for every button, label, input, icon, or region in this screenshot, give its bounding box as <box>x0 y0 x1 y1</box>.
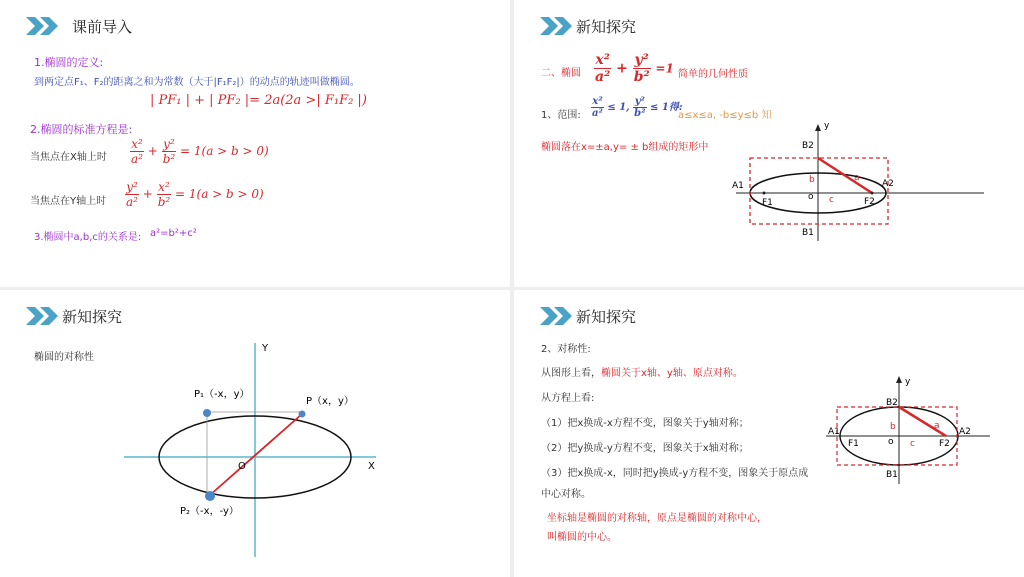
ellipse-diagram <box>824 376 994 486</box>
y-focus-label: 当焦点在Y轴上时 <box>30 196 107 207</box>
b2-label: B2 <box>802 141 814 151</box>
b1-label: B1 <box>802 228 814 238</box>
slide-symmetry-graph[interactable] <box>0 290 510 577</box>
range-inequality: $\frac{\text{x²}}{\text{a²}}$ ≤ 1, $\frac{\text{y²}}{\text{b²}}$ ≤ 1得: <box>592 96 683 119</box>
x-focus-equation: $\frac{\text{x²}}{\text{a²}}$ + $\frac{\text{y²}}{\text{b²}}$ = 1(a > b > 0) <box>131 137 269 166</box>
property-heading: 二、椭圆 <box>541 68 581 79</box>
item-3-line-2: 中心对称。 <box>541 489 591 500</box>
c-label: c <box>910 439 915 449</box>
a1-label: A1 <box>828 427 840 437</box>
c-label: c <box>829 195 834 205</box>
y-axis-label: y <box>824 121 830 131</box>
origin-label: o <box>888 437 894 447</box>
definition-text: 到两定点F₁、F₂的距离之和为常数（大于|F₁F₂|）的动点的轨迹叫做椭圆。 <box>34 77 360 88</box>
f2-label: F2 <box>939 439 950 449</box>
y-axis-label: Y <box>262 343 269 354</box>
property-equation: $\frac{\text{x²}}{\text{a²}}$ + $\frac{\text{y²}}{\text{b²}}$ =1 <box>595 52 674 85</box>
range-result: a≤x≤a, -b≤y≤b 知 <box>678 110 772 121</box>
x-axis-label: X <box>368 461 375 472</box>
a-label: a <box>934 421 940 431</box>
b-label: b <box>890 422 896 432</box>
chevron-icon <box>540 17 580 35</box>
p1-label: P₁（-x，y） <box>194 389 250 400</box>
a2-label: A2 <box>882 179 894 189</box>
a1-label: A1 <box>732 181 744 191</box>
item-1: （1）把x换成-x方程不变，图象关于y轴对称； <box>541 418 749 429</box>
a-label: a <box>854 173 860 183</box>
range-label: 1、范围: <box>541 110 581 121</box>
property-suffix: 简单的几何性质 <box>678 69 748 80</box>
slide-title: 新知探究 <box>62 308 123 326</box>
from-equation-label: 从方程上看: <box>541 393 595 404</box>
standard-equation-heading: 2.椭圆的标准方程是: <box>30 123 133 136</box>
definition-formula: | PF₁ | + | PF₂ |= 2a(2a >| F₁F₂ |) <box>150 93 367 108</box>
slide-title: 新知探究 <box>576 308 637 326</box>
slide-title: 课前导入 <box>72 18 133 36</box>
f2-label: F2 <box>864 197 875 207</box>
chevron-icon <box>26 307 66 325</box>
chevron-icon <box>540 307 580 325</box>
y-axis-label: y <box>905 377 911 387</box>
f1-label: F1 <box>762 198 773 208</box>
abc-relation-formula: a²=b²+c² <box>150 228 197 239</box>
item-2: （2）把y换成-y方程不变，图象关于x轴对称； <box>541 443 749 454</box>
a2-label: A2 <box>959 427 971 437</box>
f1-label: F1 <box>848 439 859 449</box>
from-graph-line: 从图形上看，椭圆关于x轴、y轴、原点对称。 <box>541 368 743 379</box>
ellipse-diagram <box>724 118 984 248</box>
slide-geometry-range[interactable] <box>514 0 1024 287</box>
slide-title: 新知探究 <box>576 18 637 36</box>
b1-label: B1 <box>886 470 898 480</box>
conclusion-line-2: 叫椭圆的中心。 <box>547 532 617 543</box>
slide-subtitle: 椭圆的对称性 <box>34 352 94 363</box>
conclusion-line-1: 坐标轴是椭圆的对称轴，原点是椭圆的对称中心， <box>547 513 767 524</box>
definition-heading: 1.椭圆的定义: <box>34 56 104 69</box>
symmetry-diagram <box>110 335 400 565</box>
rectangle-note: 椭圆落在x=±a,y= ± b组成的矩形中 <box>541 142 709 153</box>
origin-label: o <box>808 192 814 202</box>
slide-intro[interactable] <box>0 0 510 287</box>
symmetry-heading: 2、对称性: <box>541 344 591 355</box>
origin-label: O <box>238 461 246 472</box>
p2-label: P₂（-x，-y） <box>180 506 239 517</box>
chevron-icon <box>26 17 66 35</box>
y-focus-equation: $\frac{\text{y²}}{\text{a²}}$ + $\frac{\text{x²}}{\text{b²}}$ = 1(a > b > 0) <box>126 180 264 209</box>
b-label: b <box>809 175 815 185</box>
b2-label: B2 <box>886 398 898 408</box>
abc-relation-heading: 3.椭圆中a,b,c的关系是: <box>34 232 142 243</box>
slide-symmetry-properties[interactable] <box>514 290 1024 577</box>
x-focus-label: 当焦点在X轴上时 <box>30 152 107 163</box>
p-label: P（x，y） <box>306 396 354 407</box>
item-3-line-1: （3）把x换成-x，同时把y换成-y方程不变，图象关于原点成 <box>541 468 809 479</box>
